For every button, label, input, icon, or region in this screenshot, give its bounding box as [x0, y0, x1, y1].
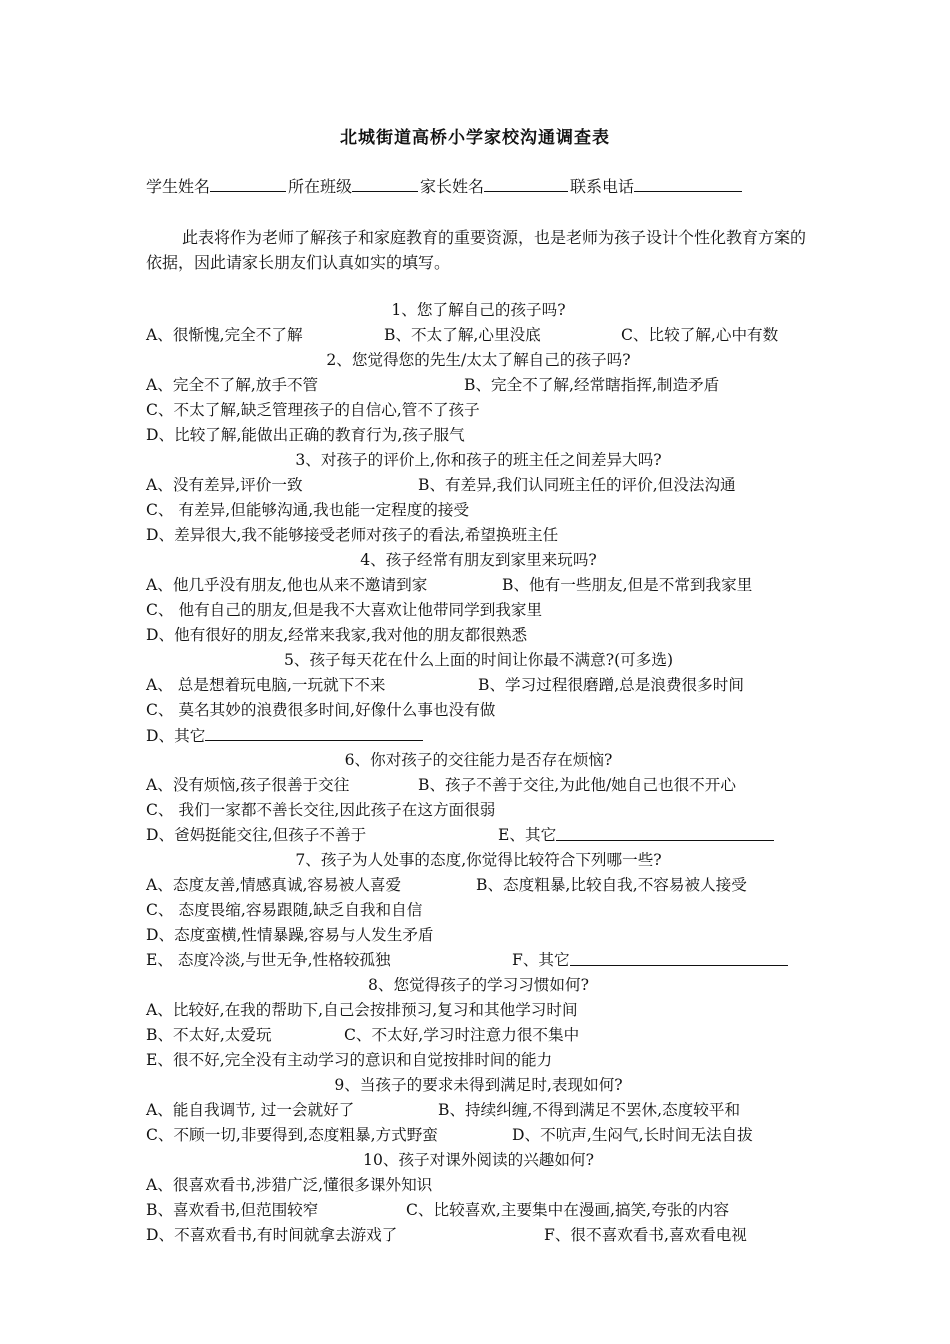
- question-6-options-2: [146, 823, 811, 848]
- q10-option-f[interactable]: F、很不喜欢看书,喜欢看电视: [544, 1226, 747, 1244]
- question-7-options-2: [146, 948, 811, 973]
- q9-option-c[interactable]: C、不顾一切,非要得到,态度粗暴,方式野蛮: [146, 1126, 438, 1144]
- q6-option-a[interactable]: A、没有烦恼,孩子很善于交往: [146, 776, 350, 794]
- question-8: 8、您觉得孩子的学习习惯如何?: [367, 976, 589, 994]
- question-2: 2、您觉得您的先生/太太了解自己的孩子吗?: [326, 351, 631, 369]
- question-10-options-2: [146, 1223, 811, 1248]
- q10-option-b[interactable]: B、喜欢看书,但范围较窄: [146, 1201, 319, 1219]
- q1-option-a[interactable]: A、很惭愧,完全不了解: [146, 326, 303, 344]
- q9-option-d[interactable]: D、不吭声,生闷气,长时间无法自拔: [512, 1126, 753, 1144]
- question-10: 10、孩子对课外阅读的兴趣如何?: [363, 1151, 594, 1169]
- q4-option-b[interactable]: B、他有一些朋友,但是不常到我家里: [502, 576, 753, 594]
- q4-option-c[interactable]: C、 他有自己的朋友,但是我不大喜欢让他带同学到我家里: [146, 601, 543, 619]
- q4-option-a[interactable]: A、他几乎没有朋友,他也从来不邀请到家: [146, 576, 428, 594]
- q6-option-e[interactable]: E、其它: [498, 826, 557, 844]
- q7-option-d[interactable]: D、态度蛮横,性情暴躁,容易与人发生矛盾: [146, 926, 434, 944]
- q8-option-c[interactable]: C、不太好,学习时注意力很不集中: [344, 1026, 580, 1044]
- q7-option-e[interactable]: E、 态度冷淡,与世无争,性格较孤独: [146, 951, 391, 969]
- question-6: 6、你对孩子的交往能力是否存在烦恼?: [344, 751, 613, 769]
- question-5-options: [146, 673, 811, 698]
- class-label: 所在班级: [288, 177, 353, 196]
- question-7-options: [146, 873, 811, 898]
- question-6-options: [146, 773, 811, 798]
- question-9-options: [146, 1098, 811, 1123]
- q3-option-a[interactable]: A、没有差异,评价一致: [146, 476, 303, 494]
- phone-blank[interactable]: [634, 177, 742, 192]
- parent-name-blank[interactable]: [484, 177, 568, 192]
- q5-option-b[interactable]: B、学习过程很磨蹭,总是浪费很多时间: [478, 676, 744, 694]
- q7-option-f[interactable]: F、其它: [512, 951, 570, 969]
- q2-option-b[interactable]: B、完全不了解,经常瞎指挥,制造矛盾: [464, 376, 720, 394]
- q5-option-d-row: [146, 723, 811, 748]
- phone-label: 联系电话: [570, 177, 635, 196]
- page-title: 北城街道高桥小学家校沟通调查表: [340, 128, 610, 148]
- q4-option-d[interactable]: D、他有很好的朋友,经常来我家,我对他的朋友都很熟悉: [146, 626, 528, 644]
- question-9-options-2: [146, 1123, 811, 1148]
- q3-option-c[interactable]: C、 有差异,但能够沟通,我也能一定程度的接受: [146, 501, 470, 519]
- q5-option-a[interactable]: A、 总是想着玩电脑,一玩就下不来: [146, 676, 386, 694]
- q7-option-b[interactable]: B、态度粗暴,比较自我,不容易被人接受: [476, 876, 747, 894]
- q8-option-e[interactable]: E、很不好,完全没有主动学习的意识和自觉按排时间的能力: [146, 1051, 553, 1069]
- q10-option-a[interactable]: A、很喜欢看书,涉猎广泛,懂很多课外知识: [146, 1176, 433, 1194]
- question-10-options: [146, 1198, 811, 1223]
- question-9: 9、当孩子的要求未得到满足时,表现如何?: [334, 1076, 623, 1094]
- q10-option-d[interactable]: D、不喜欢看书,有时间就拿去游戏了: [146, 1226, 398, 1244]
- intro-paragraph: 此表将作为老师了解孩子和家庭教育的重要资源，也是老师为孩子设计个性化教育方案的依据，因此请家长朋友们认真如实的填写。: [146, 228, 807, 272]
- q2-option-d[interactable]: D、比较了解,能做出正确的教育行为,孩子服气: [146, 426, 465, 444]
- question-4: 4、孩子经常有朋友到家里来玩吗?: [360, 551, 597, 569]
- student-name-blank[interactable]: [210, 177, 286, 192]
- q6-option-c[interactable]: C、 我们一家都不善长交往,因此孩子在这方面很弱: [146, 801, 496, 819]
- q10-option-c[interactable]: C、比较喜欢,主要集中在漫画,搞笑,夸张的内容: [406, 1201, 730, 1219]
- question-4-options: [146, 573, 811, 598]
- q6-option-b[interactable]: B、孩子不善于交往,为此他/她自己也很不开心: [418, 776, 736, 794]
- student-name-label: 学生姓名: [146, 177, 211, 196]
- question-2-options: [146, 373, 811, 398]
- q9-option-b[interactable]: B、持续纠缠,不得到满足不罢休,态度较平和: [438, 1101, 741, 1119]
- q7-other-blank[interactable]: [570, 948, 788, 966]
- q5-option-d[interactable]: D、其它: [146, 727, 206, 745]
- q5-other-blank[interactable]: [205, 723, 423, 741]
- q3-option-b[interactable]: B、有差异,我们认同班主任的评价,但没法沟通: [418, 476, 736, 494]
- question-7: 7、孩子为人处事的态度,你觉得比较符合下列哪一些?: [295, 851, 662, 869]
- q8-option-a[interactable]: A、比较好,在我的帮助下,自己会按排预习,复习和其他学习时间: [146, 1001, 578, 1019]
- q7-option-c[interactable]: C、 态度畏缩,容易跟随,缺乏自我和自信: [146, 901, 423, 919]
- q9-option-a[interactable]: A、能自我调节, 过一会就好了: [146, 1101, 355, 1119]
- q5-option-c[interactable]: C、 莫名其妙的浪费很多时间,好像什么事也没有做: [146, 701, 496, 719]
- q1-option-c[interactable]: C、比较了解,心中有数: [621, 326, 779, 344]
- parent-name-label: 家长姓名: [420, 177, 485, 196]
- class-blank[interactable]: [352, 177, 418, 192]
- q2-option-c[interactable]: C、不太了解,缺乏管理孩子的自信心,管不了孩子: [146, 401, 480, 419]
- student-info-row: [146, 174, 826, 197]
- question-1-options: [146, 323, 811, 348]
- question-8-options: [146, 1023, 811, 1048]
- q7-option-a[interactable]: A、态度友善,情感真诚,容易被人喜爱: [146, 876, 402, 894]
- question-3-options: [146, 473, 811, 498]
- q2-option-a[interactable]: A、完全不了解,放手不管: [146, 376, 319, 394]
- q1-option-b[interactable]: B、不太了解,心里没底: [384, 326, 541, 344]
- q6-other-blank[interactable]: [556, 823, 774, 841]
- q3-option-d[interactable]: D、差异很大,我不能够接受老师对孩子的看法,希望换班主任: [146, 526, 559, 544]
- q6-option-d[interactable]: D、爸妈挺能交往,但孩子不善于: [146, 826, 367, 844]
- question-3: 3、对孩子的评价上,你和孩子的班主任之间差异大吗?: [295, 451, 662, 469]
- q8-option-b[interactable]: B、不太好,太爱玩: [146, 1026, 272, 1044]
- question-1: 1、您了解自己的孩子吗?: [391, 301, 566, 319]
- question-5: 5、孩子每天花在什么上面的时间让你最不满意?(可多选): [283, 651, 674, 669]
